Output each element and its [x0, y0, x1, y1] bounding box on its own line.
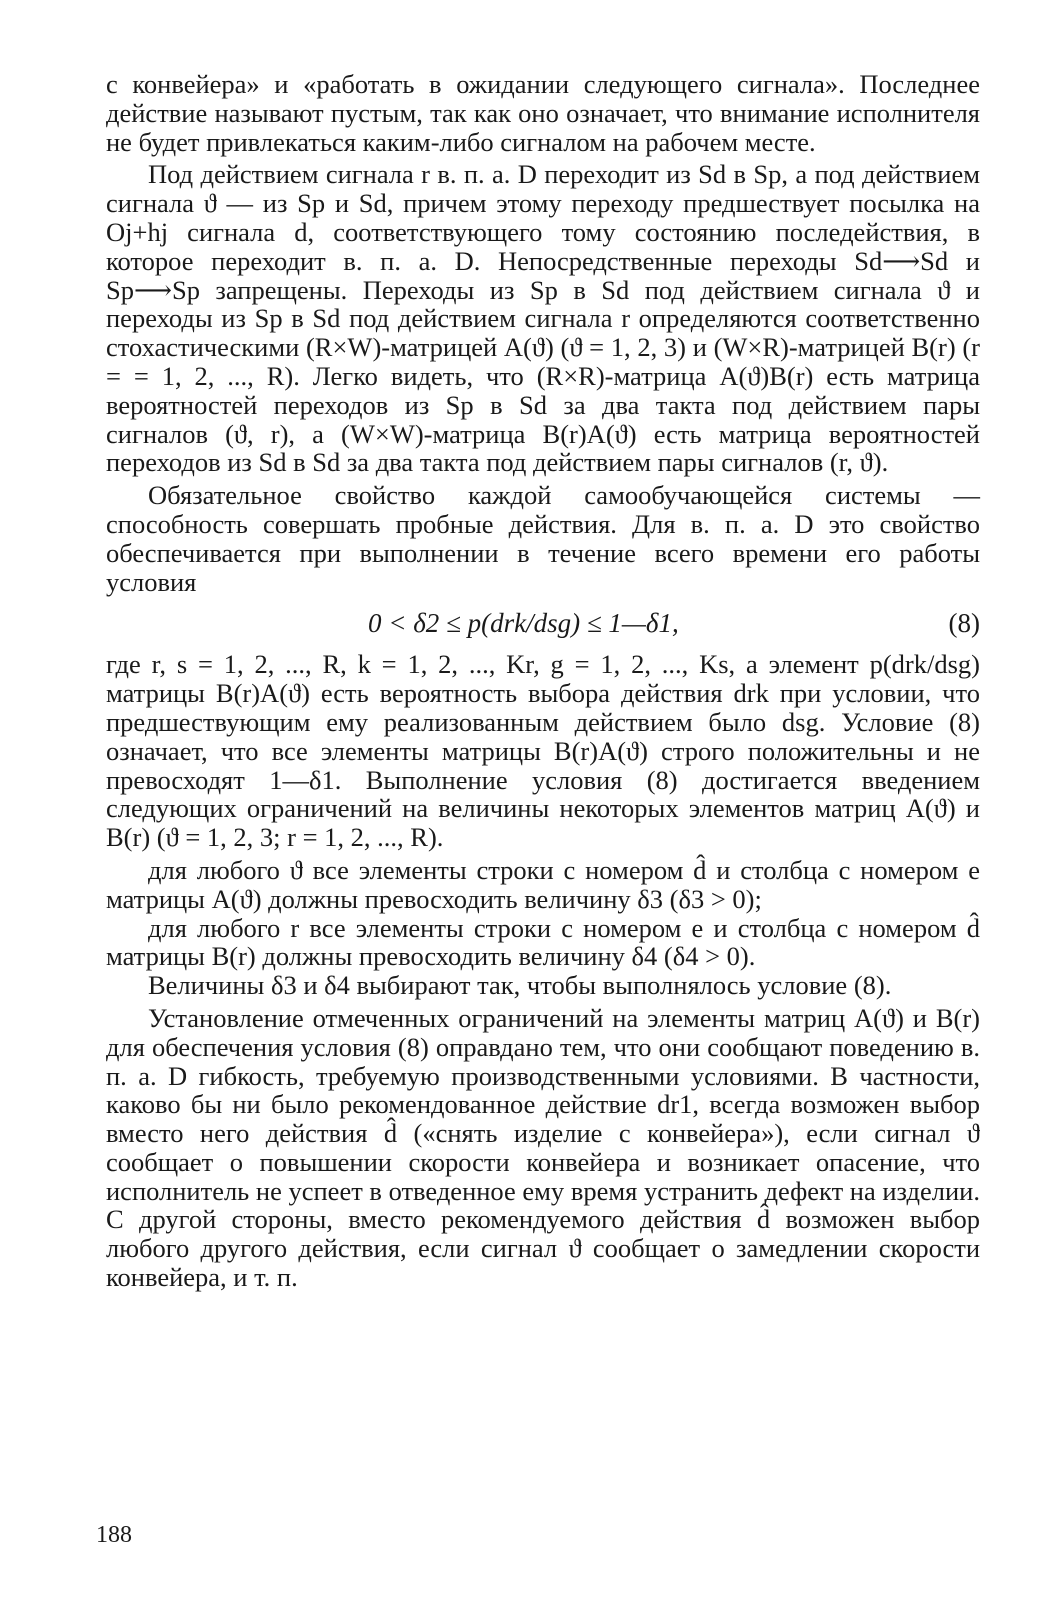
- paragraph-6: для любого r все элементы строки с номером e и столбца с номером d̂ матрицы B(r) должны превосходить величину δ4 (δ4 > 0).: [106, 912, 980, 972]
- formula-expression: 0 < δ2 ≤ p(drk/dsg) ≤ 1—δ1,: [368, 608, 679, 639]
- page-body: [106, 70, 980, 1292]
- paragraph-7: Величины δ3 и δ4 выбирают так, чтобы выполнялось условие (8).: [148, 970, 892, 1001]
- paragraph-2: Под действием сигнала r в. п. а. D переходит из Sd в Sp, а под действием сигнала ϑ — из Sp и Sd, причем этому переходу предшествует посылка на Oj+hj сигнала d, соответствующего тому состоянию последействия, в которое переходит в. п. а. D. Непосредственные переходы Sd⟶Sd и Sp⟶Sp запрещены. Переходы из Sp в Sd под действием сигнала ϑ и переходы из Sp в Sd под действием сигнала r определяются соответственно стохастическими (R×W)-матрицей A(ϑ) (ϑ = 1, 2, 3) и (W×R)-матрицей B(r) (r = = 1, 2, ..., R). Легко видеть, что (R×R)-матрица A(ϑ)B(r) есть матрица вероятностей переходов из Sp в Sd за два такта под действием пары сигналов (ϑ, r), а (W×W)-матрица B(r)A(ϑ) есть матрица вероятностей переходов из Sd в Sd за два такта под действием пары сигналов (r, ϑ).: [106, 159, 980, 478]
- paragraph-3: Обязательное свойство каждой самообучающейся системы — способность совершать пробные действия. Для в. п. а. D это свойство обеспечивается при выполнении в течение всего времени его работы условия: [106, 480, 980, 597]
- paragraph-5: для любого ϑ все элементы строки с номером d̂ и столбца с номером e матрицы A(ϑ) должны превосходить величину δ3 (δ3 > 0);: [106, 854, 980, 914]
- paragraph-4: где r, s = 1, 2, ..., R, k = 1, 2, ..., Kr, g = 1, 2, ..., Ks, а элемент p(drk/dsg) матрицы B(r)A(ϑ) есть вероятность выбора действия drk при условии, что предшествующим ему реализованным действием было dsg. Условие (8) означает, что все элементы матрицы B(r)A(ϑ) строго положительны и не превосходят 1—δ1. Выполнение условия (8) достигается введением следующих ограничений на величины некоторых элементов матриц A(ϑ) и B(r) (ϑ = 1, 2, 3; r = 1, 2, ..., R).: [106, 649, 980, 853]
- formula-8: [106, 604, 980, 644]
- page-number: 188: [96, 1522, 132, 1548]
- paragraph-8: Установление отмеченных ограничений на элементы матриц A(ϑ) и B(r) для обеспечения условия (8) оправдано тем, что они сообщают поведению в. п. а. D гибкость, требуемую производственными условиями. В частности, каково бы ни было рекомендованное действие dr1, всегда возможен выбор вместо него действия d̂ («снять изделие с конвейера»), если сигнал ϑ сообщает о повышении скорости конвейера и возникает опасение, что исполнитель не успеет в отведенное ему время устранить дефект на изделии. С другой стороны, вместо рекомендуемого действия d̂ возможен выбор любого другого действия, если сигнал ϑ сообщает о замедлении скорости конвейера, и т. п.: [106, 1002, 980, 1293]
- paragraph-1: с конвейера» и «работать в ожидании следующего сигнала». Последнее действие называют пустым, так как оно означает, что внимание исполнителя не будет привлекаться каким-либо сигналом на рабочем месте.: [106, 69, 980, 157]
- formula-number: (8): [948, 608, 980, 639]
